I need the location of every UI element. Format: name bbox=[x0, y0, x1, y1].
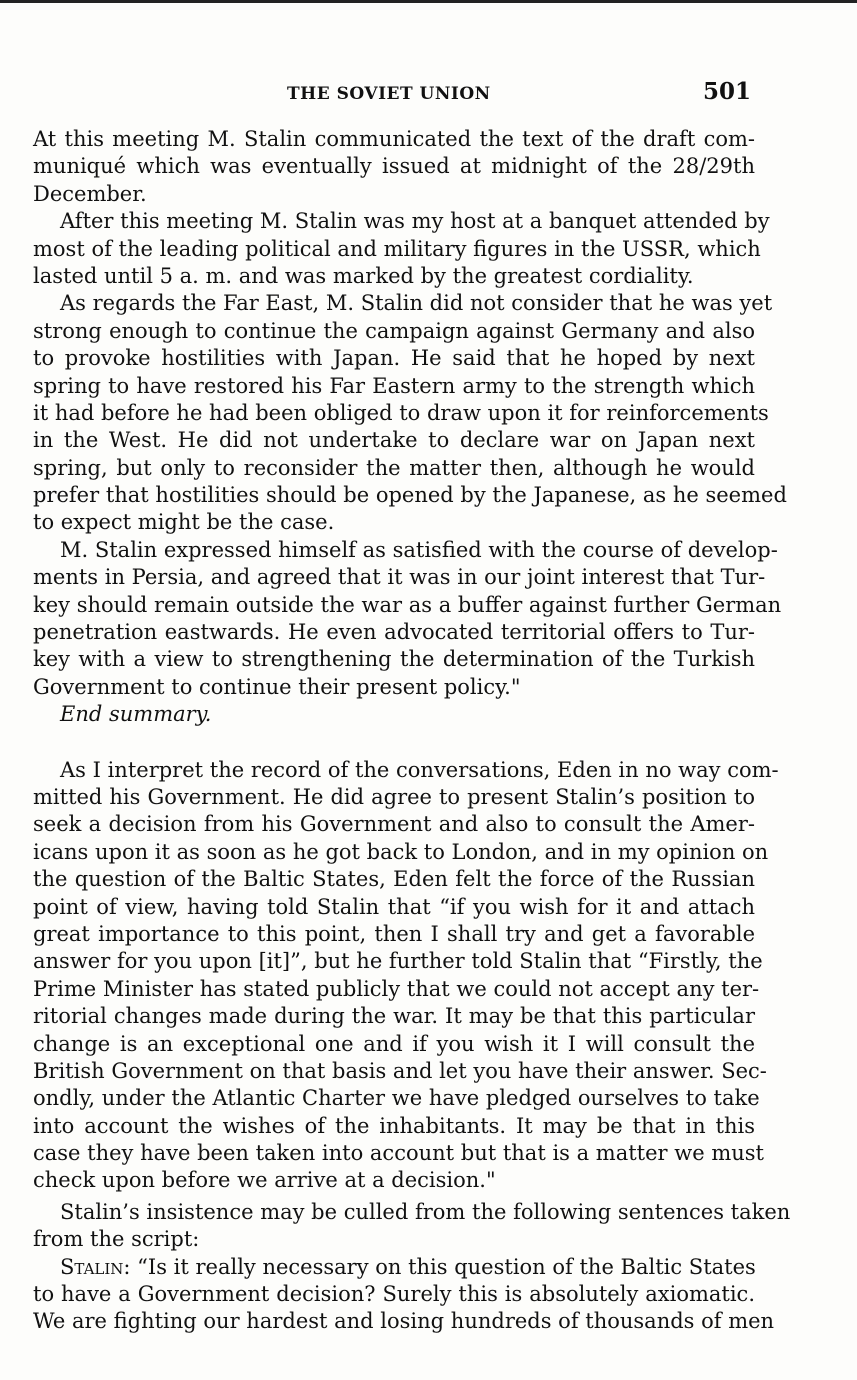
paragraph bbox=[33, 290, 787, 537]
scan-edge bbox=[0, 0, 857, 3]
text-line: At this meeting M. Stalin communicated the text of the draft com- bbox=[33, 127, 755, 151]
text-line: After this meeting M. Stalin was my host at a banquet attended by bbox=[60, 209, 770, 234]
text-line: icans upon it as soon as he got back to London, and in my opinion on bbox=[33, 839, 769, 864]
text-line: Prime Minister has stated publicly that we could not accept any ter- bbox=[33, 976, 760, 1001]
text-line: mitted his Government. He did agree to present Stalin’s position to bbox=[33, 784, 755, 809]
text-line: strong enough to continue the campaign against Germany and also bbox=[33, 318, 755, 343]
dialogue-first-line bbox=[33, 1254, 755, 1281]
text-line: to have a Government decision? Surely this is absolutely axiomatic. bbox=[33, 1282, 755, 1307]
text-line: penetration eastwards. He even advocated territorial offers to Tur- bbox=[33, 620, 755, 645]
text-line: seek a decision from his Government and also to consult the Amer- bbox=[33, 812, 755, 837]
text-line: most of the leading political and military figures in the USSR, which bbox=[33, 236, 761, 261]
text-line: great importance to this point, then I shall try and get a favorable bbox=[33, 921, 755, 946]
text-line: Stalin’s insistence may be culled from the following sentences taken bbox=[60, 1199, 791, 1224]
body-text bbox=[33, 126, 791, 1336]
paragraph bbox=[33, 1199, 791, 1254]
text-line: As I interpret the record of the conversations, Eden in no way com- bbox=[60, 757, 779, 782]
text-line: spring, but only to reconsider the matter then, although he would bbox=[33, 455, 755, 480]
end-summary-label: End summary. bbox=[60, 702, 212, 727]
text-line: key with a view to strengthening the determination of the Turkish bbox=[33, 647, 755, 672]
text-line: As regards the Far East, M. Stalin did not consider that he was yet bbox=[60, 291, 773, 316]
text-line: December. bbox=[33, 181, 147, 206]
text-line: ritorial changes made during the war. It may be that this particular bbox=[33, 1004, 755, 1029]
text-line: key should remain outside the war as a buffer against further German bbox=[33, 592, 782, 617]
text-line: answer for you upon [it]”, but he further told Stalin that “Firstly, the bbox=[33, 949, 763, 974]
running-head: THE SOVIET UNION bbox=[287, 84, 491, 104]
page-number: 501 bbox=[703, 78, 752, 105]
end-summary bbox=[33, 701, 755, 728]
section-gap bbox=[33, 729, 755, 757]
paragraph bbox=[33, 757, 779, 1195]
dialogue-text: : “Is it really necessary on this question of the Baltic States bbox=[123, 1254, 756, 1279]
speaker-name: Stalin bbox=[60, 1254, 124, 1279]
text-line: from the script: bbox=[33, 1227, 200, 1252]
text-line: We are fighting our hardest and losing hundreds of thousands of men bbox=[33, 1309, 775, 1334]
text-line: ondly, under the Atlantic Charter we have pledged ourselves to take bbox=[33, 1086, 760, 1111]
text-line: check upon before we arrive at a decision." bbox=[33, 1168, 496, 1193]
paragraph bbox=[33, 126, 755, 208]
text-line: prefer that hostilities should be opened by the Japanese, as he seemed bbox=[33, 483, 787, 508]
text-line: into account the wishes of the inhabitants. It may be that in this bbox=[33, 1113, 755, 1138]
text-line: British Government on that basis and let you have their answer. Sec- bbox=[33, 1058, 767, 1083]
text-line: change is an exceptional one and if you wish it I will consult the bbox=[33, 1031, 755, 1056]
text-line: M. Stalin expressed himself as satisfied with the course of develop- bbox=[60, 537, 778, 562]
text-line: lasted until 5 a. m. and was marked by the greatest cordiality. bbox=[33, 263, 694, 288]
dialogue-paragraph bbox=[33, 1254, 775, 1336]
text-line: spring to have restored his Far Eastern army to the strength which bbox=[33, 373, 755, 398]
page-header bbox=[0, 78, 857, 108]
paragraph bbox=[33, 208, 770, 290]
text-line: it had before he had been obliged to draw upon it for reinforcements bbox=[33, 400, 769, 425]
text-line: Government to continue their present policy." bbox=[33, 674, 521, 699]
text-line: case they have been taken into account but that is a matter we must bbox=[33, 1141, 764, 1166]
text-line: muniqué which was eventually issued at midnight of the 28/29th bbox=[33, 154, 755, 179]
text-line: to expect might be the case. bbox=[33, 510, 335, 535]
text-line: point of view, having told Stalin that “if you wish for it and attach bbox=[33, 894, 755, 919]
paragraph bbox=[33, 537, 782, 701]
text-line: to provoke hostilities with Japan. He said that he hoped by next bbox=[33, 346, 755, 371]
text-line: the question of the Baltic States, Eden felt the force of the Russian bbox=[33, 867, 755, 892]
text-line: ments in Persia, and agreed that it was in our joint interest that Tur- bbox=[33, 565, 766, 590]
text-line: in the West. He did not undertake to declare war on Japan next bbox=[33, 428, 755, 453]
